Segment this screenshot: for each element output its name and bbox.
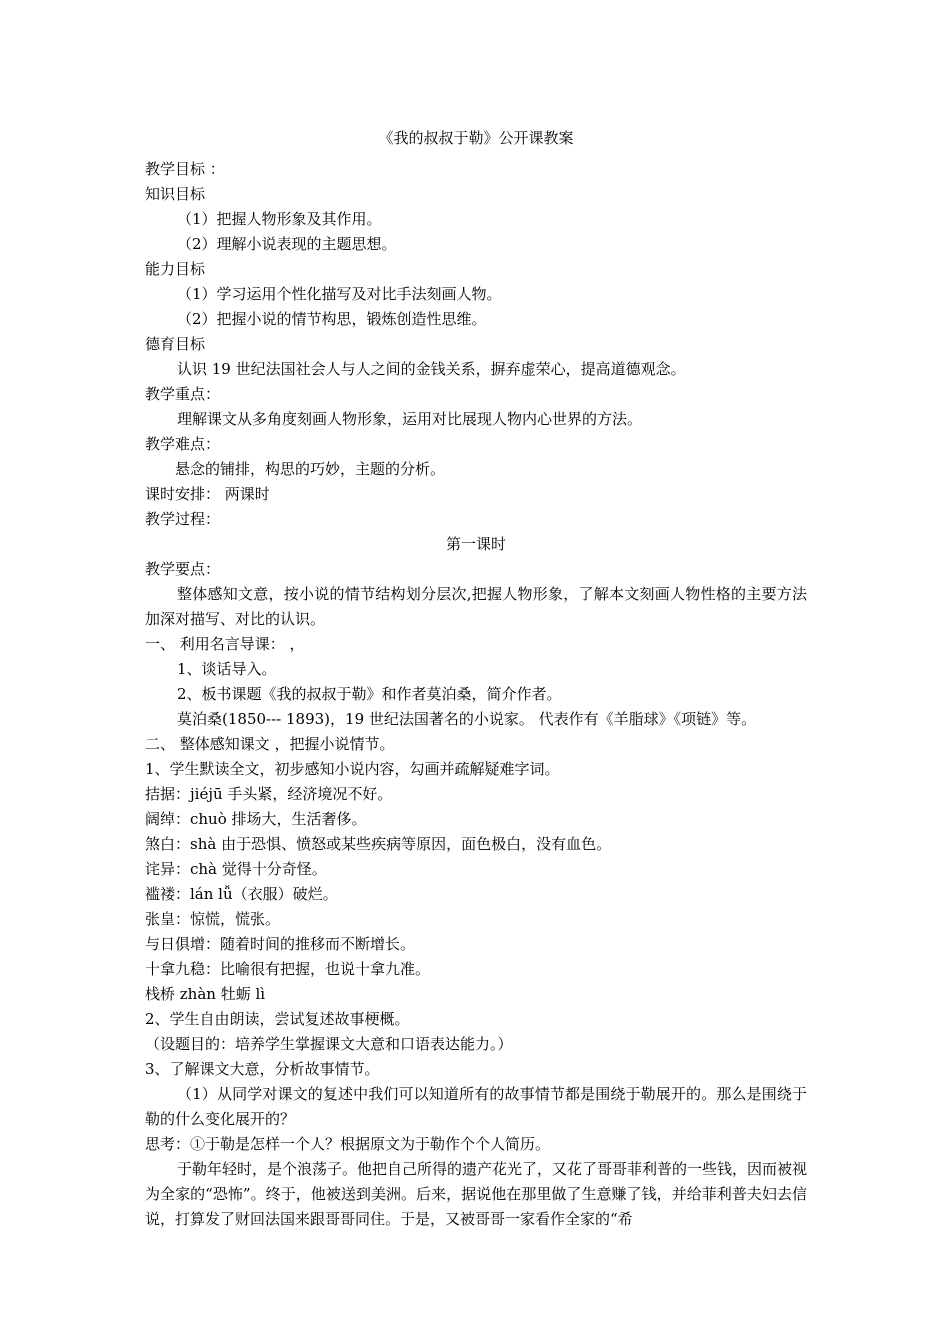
question-paragraph: （1）从同学对课文的复述中我们可以知道所有的故事情节都是围绕于勒展开的。那么是围绕于勒的什么变化展开的？ (145, 1085, 807, 1128)
step-two-item-3: 3、了解课文大意，分析故事情节。 (145, 1060, 380, 1078)
knowledge-goal-2: （2）理解小说表现的主题思想。 (177, 235, 397, 253)
difficulties-text: 悬念的铺排，构思的巧妙，主题的分析。 (175, 460, 446, 478)
heading-teaching-essentials: 教学要点： (145, 560, 221, 578)
vocab-item-1: 拮据：jiéjū 手头紧，经济境况不好。 (145, 785, 393, 803)
vocab-item-9: 栈桥 zhàn 牡蛎 lì (145, 985, 266, 1003)
document-title: 《我的叔叔于勒》公开课教案 (378, 129, 574, 147)
vocab-item-5: 褴褛：lán lǚ（衣服）破烂。 (145, 885, 338, 903)
author-intro: 莫泊桑(1850--- 1893)，19 世纪法国著名的小说家。 代表作有《羊脂球》《项链》等。 (177, 710, 757, 728)
essentials-paragraph: 整体感知文意，按小说的情节结构划分层次,把握人物形象，了解本文刻画人物性格的主要方法加深对描写、对比的认识。 (145, 585, 807, 628)
vocab-item-8: 十拿九稳：比喻很有把握，也说十拿九准。 (145, 960, 431, 978)
jules-biography-paragraph: 于勒年轻时，是个浪荡子。他把自己所得的遗产花光了，又花了哥哥菲利普的一些钱，因而被视为全家的“恐怖”。终于，他被送到美洲。后来，据说他在那里做了生意赚了钱，并给菲利普夫妇去信说，打算发了财回法国来跟哥哥同住。于是，又被哥哥一家看作全家的“希 (145, 1160, 808, 1228)
knowledge-goal-1: （1）把握人物形象及其作用。 (177, 210, 382, 228)
vocab-item-4: 诧异：chà 觉得十分奇怪。 (145, 860, 327, 878)
step-one-item-1: 1、谈话导入。 (177, 660, 277, 678)
class-schedule: 课时安排： 两课时 (145, 485, 270, 503)
lesson-plan (145, 119, 807, 1232)
ability-goal-2: （2）把握小说的情节构思，锻炼创造性思维。 (177, 310, 487, 328)
vocab-item-3: 煞白：shà 由于恐惧、愤怒或某些疾病等原因，面色极白，没有血色。 (145, 835, 612, 853)
step-one-heading: 一、 利用名言导课： ， (145, 635, 305, 653)
heading-difficulties: 教学难点： (145, 435, 221, 453)
design-purpose-note: （设题目的：培养学生掌握课文大意和口语表达能力。） (145, 1035, 513, 1053)
key-points-text: 理解课文从多角度刻画人物形象，运用对比展现人物内心世界的方法。 (177, 410, 643, 428)
step-one-item-2: 2、板书课题《我的叔叔于勒》和作者莫泊桑，简介作者。 (177, 685, 562, 703)
thinking-question: 思考：①于勒是怎样一个人？根据原文为于勒作个个人简历。 (145, 1135, 551, 1153)
vocab-item-7: 与日俱增：随着时间的推移而不断增长。 (145, 935, 416, 953)
heading-moral-goals: 德育目标 (145, 335, 206, 353)
vocab-item-2: 阔绰：chuò 排场大，生活奢侈。 (145, 810, 367, 828)
step-two-item-2: 2、学生自由朗读，尝试复述故事梗概。 (145, 1010, 410, 1028)
step-two-heading: 二、 整体感知课文 ，把握小说情节。 (145, 735, 395, 753)
heading-key-points: 教学重点： (145, 385, 221, 403)
heading-knowledge-goals: 知识目标 (145, 185, 206, 203)
heading-teaching-goals: 教学目标 ： (145, 160, 225, 178)
heading-teaching-process: 教学过程： (145, 510, 221, 528)
step-two-item-1: 1、学生默读全文，初步感知小说内容，勾画并疏解疑难字词。 (145, 760, 560, 778)
moral-goal-text: 认识 19 世纪法国社会人与人之间的金钱关系，摒弃虚荣心，提高道德观念。 (177, 360, 686, 378)
vocab-item-6: 张皇：惊慌，慌张。 (145, 910, 281, 928)
heading-ability-goals: 能力目标 (145, 260, 206, 278)
section-first-lesson: 第一课时 (445, 535, 506, 553)
ability-goal-1: （1）学习运用个性化描写及对比手法刻画人物。 (177, 285, 502, 303)
